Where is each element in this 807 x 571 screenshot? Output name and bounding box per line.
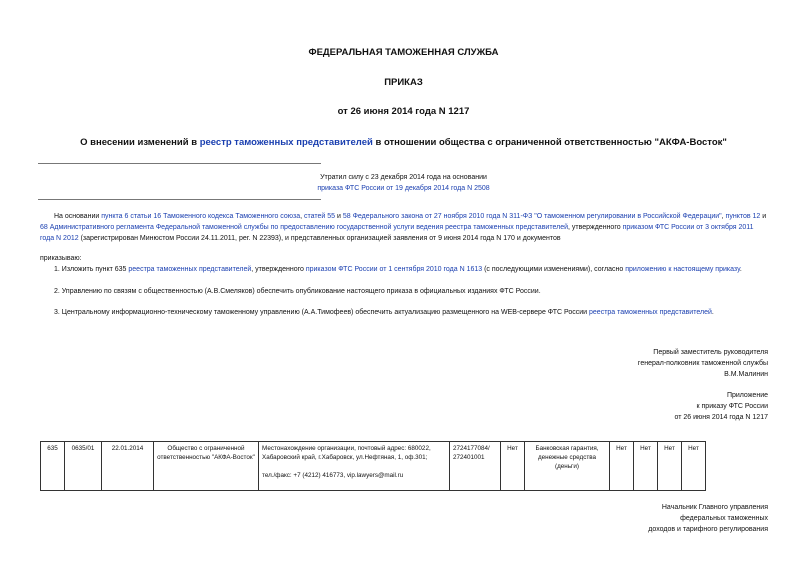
cell-flag-5: Нет <box>682 442 706 491</box>
footer-line-1: Начальник Главного управления <box>661 504 768 511</box>
cell-organization: Общество с ограниченной ответственностью "АКФА-Восток" <box>154 442 259 491</box>
doc-type: ПРИКАЗ <box>384 77 423 88</box>
preamble-link-order2012[interactable]: приказом ФТС России от 3 октября 2011 года N 2012 <box>40 224 754 242</box>
preamble-text: и <box>760 213 767 220</box>
doc-title <box>0 137 807 148</box>
cell-address <box>259 442 450 491</box>
preamble-text: и <box>335 213 343 220</box>
divider-bottom <box>38 199 321 200</box>
cell-flag-2: Нет <box>610 442 634 491</box>
preamble-link-tk[interactable]: пункта 6 статьи 16 Таможенного кодекса Таможенного союза <box>101 213 301 220</box>
appendix-header <box>674 390 768 423</box>
item-text: 3. Центральному информационно-техническому таможенному управлению (А.А.Тимофеев) обеспечить актуализацию размещенного на WEB-сервере ФТС России <box>54 309 590 316</box>
item-text: . <box>739 266 742 273</box>
doc-date-number: от 26 июня 2014 года N 1217 <box>337 106 470 117</box>
cell-inn-kpp: 2724177084/ 272401001 <box>450 442 501 491</box>
title-registry-link[interactable]: реестр таможенных представителей <box>199 137 373 148</box>
cell-flag-3: Нет <box>634 442 658 491</box>
appendix-title: Приложение <box>726 392 768 399</box>
address-text: Местонахождение организации, почтовый адрес: 680022, Хабаровский край, г.Хабаровск, ул.Нефтяная, 1, оф.301; <box>262 445 431 461</box>
contact-text: тел./факс: +7 (4212) 416773, vip.lawyers@mail.ru <box>262 472 404 479</box>
preamble-link-fz311[interactable]: 58 Федерального закона от 27 ноября 2010 года N 311-ФЗ "О таможенном регулировании в Российской Федерации" <box>342 213 722 220</box>
item-text: (с последующими изменениями), согласно <box>482 266 626 273</box>
signature-name: В.М.Малинин <box>724 371 768 378</box>
item1-registry-link[interactable]: реестра таможенных представителей <box>128 266 252 273</box>
footer-line-3: доходов и тарифного регулирования <box>648 526 768 533</box>
preamble-link-art55[interactable]: статей 55 <box>304 213 336 220</box>
preamble <box>40 211 768 244</box>
cell-date: 22.01.2014 <box>102 442 154 491</box>
signature-block <box>638 347 768 380</box>
preamble-text: , <box>300 213 305 220</box>
status-line: Утратил силу с 23 декабря 2014 года на основании <box>320 174 487 181</box>
preamble-text: , <box>721 213 726 220</box>
cell-flag-1: Нет <box>501 442 525 491</box>
footer-signature <box>648 502 768 535</box>
cell-guarantee: Банковская гарантия, денежные средства (деньги) <box>525 442 610 491</box>
footer-line-2: федеральных таможенных <box>680 515 768 522</box>
order-word: приказываю: <box>40 255 82 262</box>
title-text-1: О внесении изменений в <box>80 137 200 148</box>
item-1 <box>54 264 769 275</box>
divider-top <box>38 163 321 164</box>
item-text: 1. Изложить пункт 635 <box>54 266 129 273</box>
appendix-date: от 26 июня 2014 года N 1217 <box>674 414 768 421</box>
preamble-text: (зарегистрирован Минюстом России 24.11.2011, рег. N 22393), и представленных организацией заявления от 9 июня 2014 года N 170 и документов <box>78 235 561 242</box>
cell-reg-number: 0635/01 <box>65 442 102 491</box>
preamble-text: На основании <box>54 213 102 220</box>
table-row <box>41 442 706 491</box>
appendix-ref: к приказу ФТС России <box>696 403 768 410</box>
signature-rank: генерал-полковник таможенной службы <box>637 360 768 367</box>
item1-appendix-link[interactable]: приложению к настоящему приказу <box>625 266 740 273</box>
preamble-link-reglament[interactable]: 68 Административного регламента Федеральной таможенной службы по предоставлению государственной услуги ведения реестра таможенных представителей <box>40 224 569 231</box>
status-link[interactable]: приказа ФТС России от 19 декабря 2014 года N 2508 <box>317 185 490 192</box>
item1-order1613-link[interactable]: приказом ФТС России от 1 сентября 2010 года N 1613 <box>305 266 483 273</box>
signature-position: Первый заместитель руководителя <box>653 349 768 356</box>
title-text-2: в отношении общества с ограниченной ответственностью "АКФА-Восток" <box>372 137 727 148</box>
item-text: , утвержденного <box>251 266 306 273</box>
registry-table <box>40 441 706 491</box>
status-note <box>0 172 807 194</box>
agency-name: ФЕДЕРАЛЬНАЯ ТАМОЖЕННАЯ СЛУЖБА <box>308 47 499 58</box>
item3-registry-link[interactable]: реестра таможенных представителей <box>589 309 712 316</box>
cell-flag-4: Нет <box>658 442 682 491</box>
preamble-text: , утвержденного <box>568 224 623 231</box>
item-3 <box>54 307 769 318</box>
item-2: 2. Управлению по связям с общественностью (А.В.Смеляков) обеспечить опубликование настоящего приказа в официальных изданиях ФТС России. <box>54 288 541 295</box>
cell-number: 635 <box>41 442 65 491</box>
item-text: . <box>711 309 714 316</box>
preamble-link-p12[interactable]: пунктов 12 <box>725 213 761 220</box>
